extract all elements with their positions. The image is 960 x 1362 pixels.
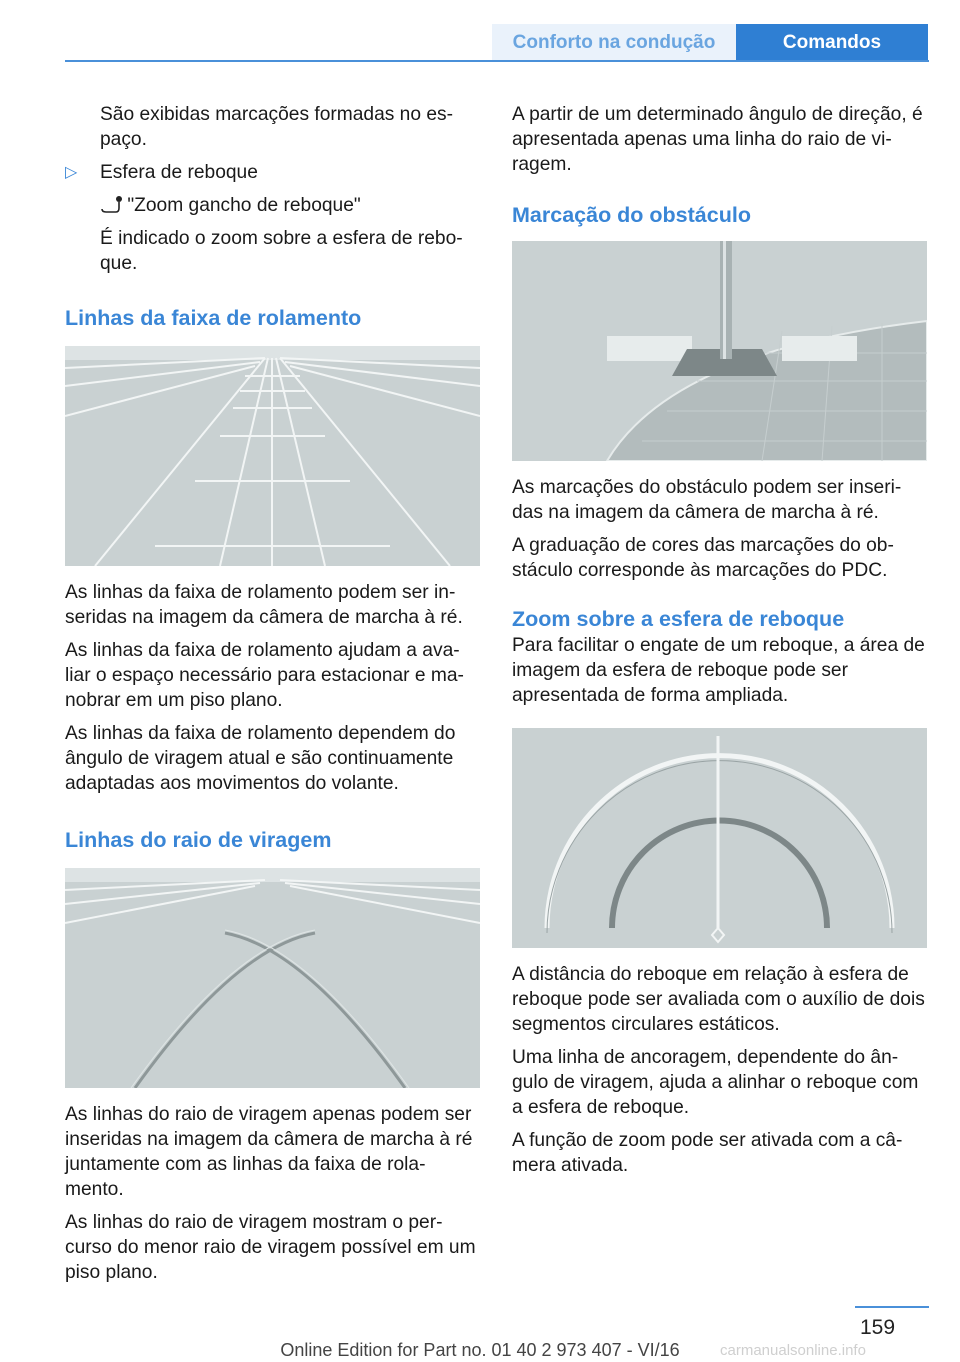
bullet-tow-ball (65, 160, 483, 185)
zoom-paragraph-4: A função de zoom pode ser ativada com a câ-mera ativada. (512, 1130, 903, 1176)
obstacle-figure (512, 241, 927, 461)
header-rule (65, 60, 929, 62)
turning-radius-figure (65, 868, 480, 1088)
zoom-paragraph-1: Para facilitar o engate de um reboque, a área de imagem da esfera de reboque pode ser apresentada de forma ampliada. (512, 635, 925, 706)
lanes-paragraph-1: As linhas da faixa de rolamento podem ser in-seridas na imagem da câmera de marcha à ré. (65, 582, 463, 628)
angle-paragraph: A partir de um determinado ângulo de direção, é apresentada apenas uma linha do raio de vi-ragem. (512, 104, 923, 175)
header-chapter-tab: Comandos (736, 24, 928, 60)
obstacle-paragraph-2: A graduação de cores das marcações do ob-stáculo corresponde às marcações do PDC. (512, 535, 894, 581)
zoom-option (65, 193, 483, 218)
zoom-description: É indicado o zoom sobre a esfera de rebo-que. (100, 228, 463, 274)
tow-ball-zoom-figure (512, 728, 927, 948)
footer-rule (855, 1306, 929, 1308)
zoom-label: "Zoom gancho de reboque" (127, 195, 361, 216)
lanes-paragraph-2: As linhas da faixa de rolamento ajudam a ava-liar o espaço necessário para estacionar e ma-nobrar em um piso plano. (65, 640, 464, 711)
obstacle-paragraph-1: As marcações do obstáculo podem ser inseri-das na imagem da câmera de marcha à ré. (512, 477, 902, 523)
right-column (512, 102, 930, 1186)
header-section-tab: Conforto na condução (492, 24, 736, 60)
tow-hook-icon (100, 194, 122, 214)
bullet-label: Esfera de reboque (100, 162, 258, 183)
heading-lane-lines: Linhas da faixa de rolamento (65, 306, 362, 330)
edition-footer: Online Edition for Part no. 01 40 2 973 407 - VI/16 (280, 1340, 680, 1360)
radius-paragraph-2: As linhas do raio de viragem mostram o per-curso do menor raio de viragem possível em um piso plano. (65, 1212, 476, 1283)
zoom-paragraph-3: Uma linha de ancoragem, dependente do ân-gulo de viragem, ajuda a alinhar o reboque com a esfera de reboque. (512, 1047, 919, 1118)
lanes-paragraph-3: As linhas da faixa de rolamento dependem do ângulo de viragem atual e são continuamente adaptadas aos movimentos do volante. (65, 723, 456, 794)
page-number: 159 (860, 1316, 896, 1339)
heading-zoom-tow-ball: Zoom sobre a esfera de reboque (512, 607, 845, 631)
zoom-paragraph-2: A distância do reboque em relação à esfera de reboque pode ser avaliada com o auxílio de dois segmentos circulares estáticos. (512, 964, 925, 1035)
radius-paragraph-1: As linhas do raio de viragem apenas podem ser inseridas na imagem da câmera de marcha à ré juntamente com as linhas da faixa de rola-mento. (65, 1104, 473, 1200)
watermark: carmanualsonline.info (720, 1342, 866, 1359)
triangle-right-icon: ▷ (65, 164, 78, 181)
heading-obstacle: Marcação do obstáculo (512, 203, 751, 227)
lane-lines-figure (65, 346, 480, 566)
left-column (65, 102, 483, 1293)
intro-text: São exibidas marcações formadas no es-paço. (100, 104, 454, 150)
heading-turning-radius: Linhas do raio de viragem (65, 828, 332, 852)
